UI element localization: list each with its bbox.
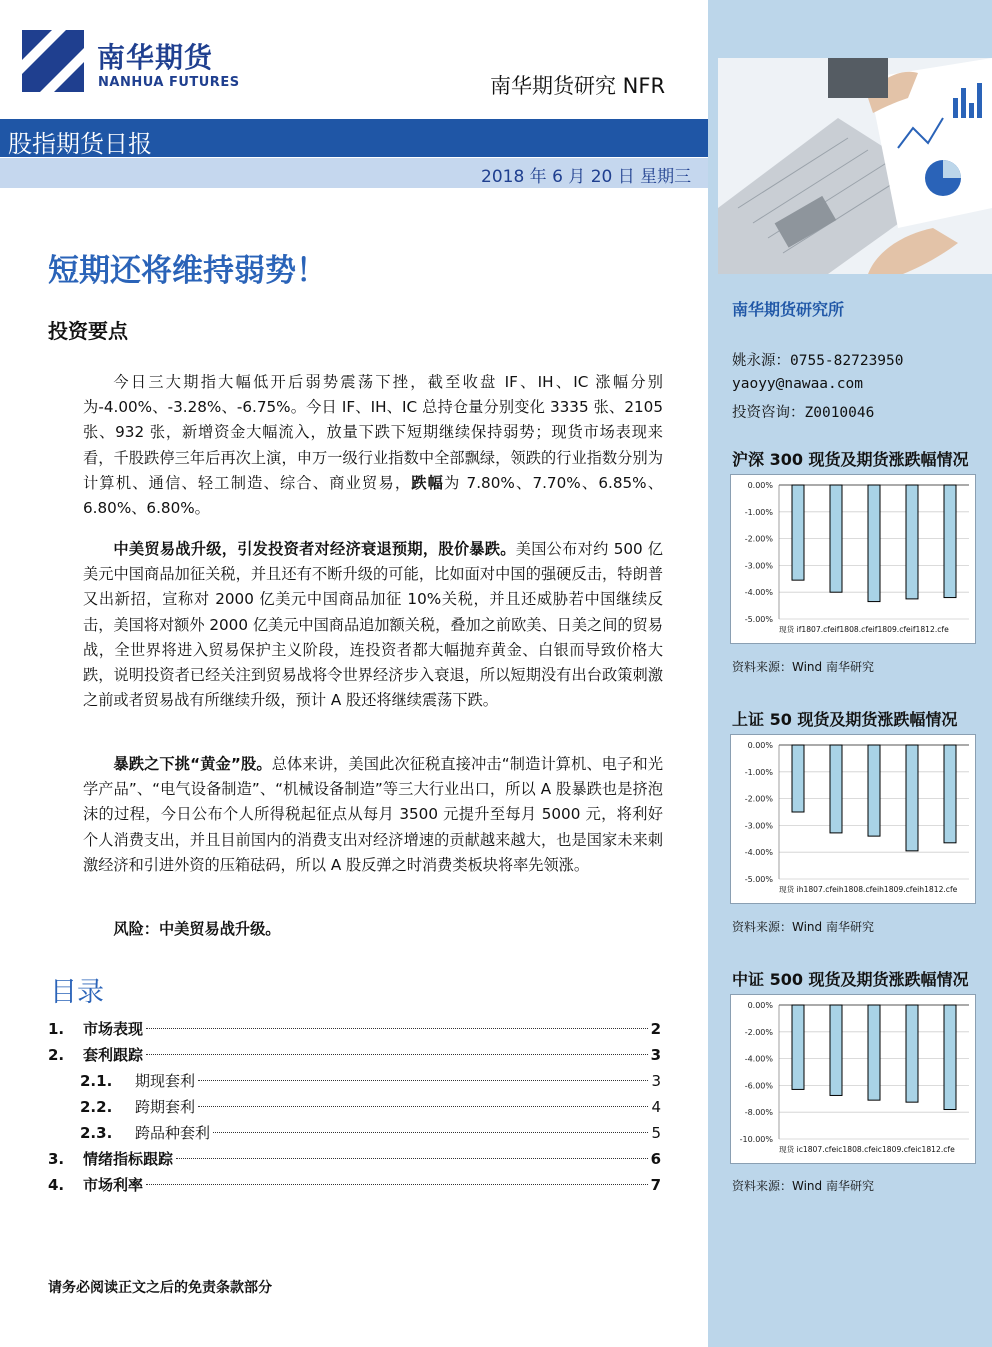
toc-page: 6 bbox=[650, 1150, 661, 1168]
chart-bar bbox=[792, 1005, 804, 1089]
toc-item[interactable] bbox=[48, 1018, 661, 1039]
toc-item[interactable] bbox=[48, 1044, 661, 1065]
chart-title: 上证 50 现货及期货涨跌幅情况 bbox=[732, 710, 958, 729]
logo-text-en: NANHUA FUTURES bbox=[98, 75, 240, 90]
nanhua-logo-icon bbox=[22, 30, 84, 92]
y-tick-label: -2.00% bbox=[744, 794, 773, 804]
y-tick-label: 0.00% bbox=[747, 1001, 773, 1010]
chart-bar bbox=[868, 485, 880, 602]
toc-item[interactable] bbox=[80, 1070, 661, 1091]
toc-label: 情绪指标跟踪 bbox=[83, 1150, 174, 1168]
x-tick-labels: 现货 ih1807.cfeih1808.cfeih1809.cfeih1812.cfe bbox=[779, 885, 958, 894]
y-tick-label: -3.00% bbox=[744, 821, 773, 831]
y-tick-label: -4.00% bbox=[744, 848, 773, 858]
chart-bar bbox=[944, 745, 956, 843]
toc-page: 7 bbox=[650, 1176, 661, 1194]
chart-bar bbox=[792, 745, 804, 812]
license-number: 投资咨询：Z0010046 bbox=[732, 405, 875, 421]
chart-bar bbox=[830, 485, 842, 592]
y-tick-label: 0.00% bbox=[747, 741, 773, 750]
chart-svg bbox=[731, 735, 975, 903]
chart-bar bbox=[944, 485, 956, 598]
toc-label: 市场利率 bbox=[83, 1176, 144, 1194]
toc-page: 5 bbox=[651, 1124, 661, 1142]
y-tick-label: -8.00% bbox=[744, 1108, 773, 1118]
paragraph-3: 暴跌之下挑“黄金”股。总体来讲，美国此次征税直接冲击“制造计算机、电子和光学产品”、“电气设备制造”、“机械设备制造”等三大行业出口，所以 A 股暴跌也是挤泡沫的过程，今日公布个人所得税起征点从每月 3500 元提升至每月 5000 元，将利好个人消费支出，并且目前国内的消费支出对经济增速的贡献越来越大，也是国家未来刺激经济和引进外资的压箱砝码，所以 A 股反弹之时消费类板块将率先领涨。 bbox=[83, 755, 664, 874]
chart-bar bbox=[906, 485, 918, 599]
paragraph-2: 中美贸易战升级，引发投资者对经济衰退预期，股价暴跌。美国公布对约 500 亿美元中国商品加征关税，并且还有不断升级的可能，比如面对中国的强硬反击，特朗普又出新招，宣称对 2000 亿美元中国商品加征 10%关税，并且还威胁若中国继续反击，美国将对额外 2000 亿美元中国商品追加额关税，叠加之前欧美、日美之间的贸易战，全世界将进入贸易保护主义阶段，连投资者都大幅抛弃黄金、白银而导致价格大跌，说明投资者已经关注到贸易战将令世界经济步入衰退，所以短期没有出台政策刺激之前或者贸易战有所继续升级，预计 A 股还将继续震荡下跌。 bbox=[83, 540, 663, 710]
y-tick-label: -4.00% bbox=[744, 1054, 773, 1064]
disclaimer: 请务必阅读正文之后的免责条款部分 bbox=[48, 1280, 272, 1296]
chart-source: 资料来源：Wind 南华研究 bbox=[732, 920, 874, 934]
toc-label: 跨品种套利 bbox=[135, 1124, 211, 1142]
chart-sz50 bbox=[730, 734, 976, 904]
chart-hs300 bbox=[730, 474, 976, 644]
toc-leader bbox=[198, 1106, 648, 1107]
chart-bar bbox=[906, 745, 918, 851]
toc-leader bbox=[146, 1184, 648, 1185]
toc-page: 3 bbox=[651, 1072, 661, 1090]
chart-bar bbox=[868, 1005, 880, 1100]
chart-bar bbox=[906, 1005, 918, 1102]
toc-label: 期现套利 bbox=[135, 1072, 196, 1090]
toc-number: 2. bbox=[48, 1046, 65, 1064]
toc-number: 4. bbox=[48, 1176, 65, 1194]
toc-number: 3. bbox=[48, 1150, 65, 1168]
y-tick-label: 0.00% bbox=[747, 481, 773, 490]
chart-bar bbox=[944, 1005, 956, 1110]
y-tick-label: -2.00% bbox=[744, 534, 773, 544]
chart-title: 中证 500 现货及期货涨跌幅情况 bbox=[732, 970, 969, 989]
chart-title: 沪深 300 现货及期货涨跌幅情况 bbox=[732, 450, 969, 469]
toc-number: 1. bbox=[48, 1020, 65, 1038]
toc-number: 2.2. bbox=[80, 1098, 113, 1116]
chart-zz500 bbox=[730, 994, 976, 1164]
research-label: 南华期货研究 NFR bbox=[490, 74, 666, 98]
chart-bar bbox=[830, 745, 842, 833]
toc-item[interactable] bbox=[80, 1096, 661, 1117]
toc-leader bbox=[146, 1054, 648, 1055]
toc-item[interactable] bbox=[80, 1122, 661, 1143]
toc-leader bbox=[176, 1158, 648, 1159]
toc-item[interactable] bbox=[48, 1174, 661, 1195]
cover-photo bbox=[718, 58, 992, 274]
chart-bar bbox=[830, 1005, 842, 1095]
logo-text-cn: 南华期货 bbox=[97, 41, 214, 74]
analyst-contact: 姚永源：0755-82723950 bbox=[732, 353, 904, 369]
toc-item[interactable] bbox=[48, 1148, 661, 1169]
y-tick-label: -5.00% bbox=[744, 875, 773, 884]
toc-number: 2.1. bbox=[80, 1072, 113, 1090]
section-heading: 投资要点 bbox=[48, 319, 128, 343]
paragraph-1: 今日三大期指大幅低开后弱势震荡下挫，截至收盘 IF、IH、IC 涨幅分别为-4.00%、-3.28%、-6.75%。今日 IF、IH、IC 总持仓量分别变化 3335 张、2105 张、932 张，新增资金大幅流入，放量下跌下短期继续保持弱势；现货市场表现来看，千股跌停三年后再次上演，申万一级行业指数中全部飘绿，领跌的行业指数分别为计算机、通信、轻工制造、综合、商业贸易，跌幅为 7.80%、7.70%、6.85%、6.80%、6.80%。 bbox=[83, 373, 663, 518]
y-tick-label: -4.00% bbox=[744, 588, 773, 598]
y-tick-label: -6.00% bbox=[744, 1081, 773, 1091]
toc-leader bbox=[213, 1132, 648, 1133]
chart-source: 资料来源：Wind 南华研究 bbox=[732, 660, 874, 674]
x-tick-labels: 现货 if1807.cfeif1808.cfeif1809.cfeif1812.cfe bbox=[779, 625, 949, 634]
analyst-email[interactable]: yaoyy@nawaa.com bbox=[732, 376, 863, 392]
report-type: 股指期货日报 bbox=[8, 130, 152, 158]
y-tick-label: -2.00% bbox=[744, 1027, 773, 1037]
chart-svg bbox=[731, 995, 975, 1163]
toc-page: 4 bbox=[651, 1098, 661, 1116]
report-date: 2018 年 6 月 20 日 星期三 bbox=[481, 167, 692, 187]
toc-page: 2 bbox=[650, 1020, 661, 1038]
toc-number: 2.3. bbox=[80, 1124, 113, 1142]
y-tick-label: -10.00% bbox=[739, 1135, 773, 1144]
y-tick-label: -5.00% bbox=[744, 615, 773, 624]
chart-source: 资料来源：Wind 南华研究 bbox=[732, 1179, 874, 1193]
toc-leader bbox=[146, 1028, 648, 1029]
chart-bar bbox=[868, 745, 880, 836]
toc-title: 目录 bbox=[50, 977, 104, 1008]
institute-name: 南华期货研究所 bbox=[732, 300, 845, 319]
toc-label: 市场表现 bbox=[83, 1020, 144, 1038]
chart-bar bbox=[792, 485, 804, 580]
x-tick-labels: 现货 ic1807.cfeic1808.cfeic1809.cfeic1812.cfe bbox=[779, 1145, 955, 1154]
y-tick-label: -1.00% bbox=[744, 507, 773, 517]
headline: 短期还将维持弱势！ bbox=[48, 253, 327, 289]
chart-svg bbox=[731, 475, 975, 643]
toc-page: 3 bbox=[650, 1046, 661, 1064]
y-tick-label: -3.00% bbox=[744, 561, 773, 571]
risk-note: 风险：中美贸易战升级。 bbox=[113, 920, 281, 938]
toc-label: 跨期套利 bbox=[135, 1098, 196, 1116]
toc-label: 套利跟踪 bbox=[83, 1046, 144, 1064]
y-tick-label: -1.00% bbox=[744, 767, 773, 777]
toc-leader bbox=[198, 1080, 648, 1081]
